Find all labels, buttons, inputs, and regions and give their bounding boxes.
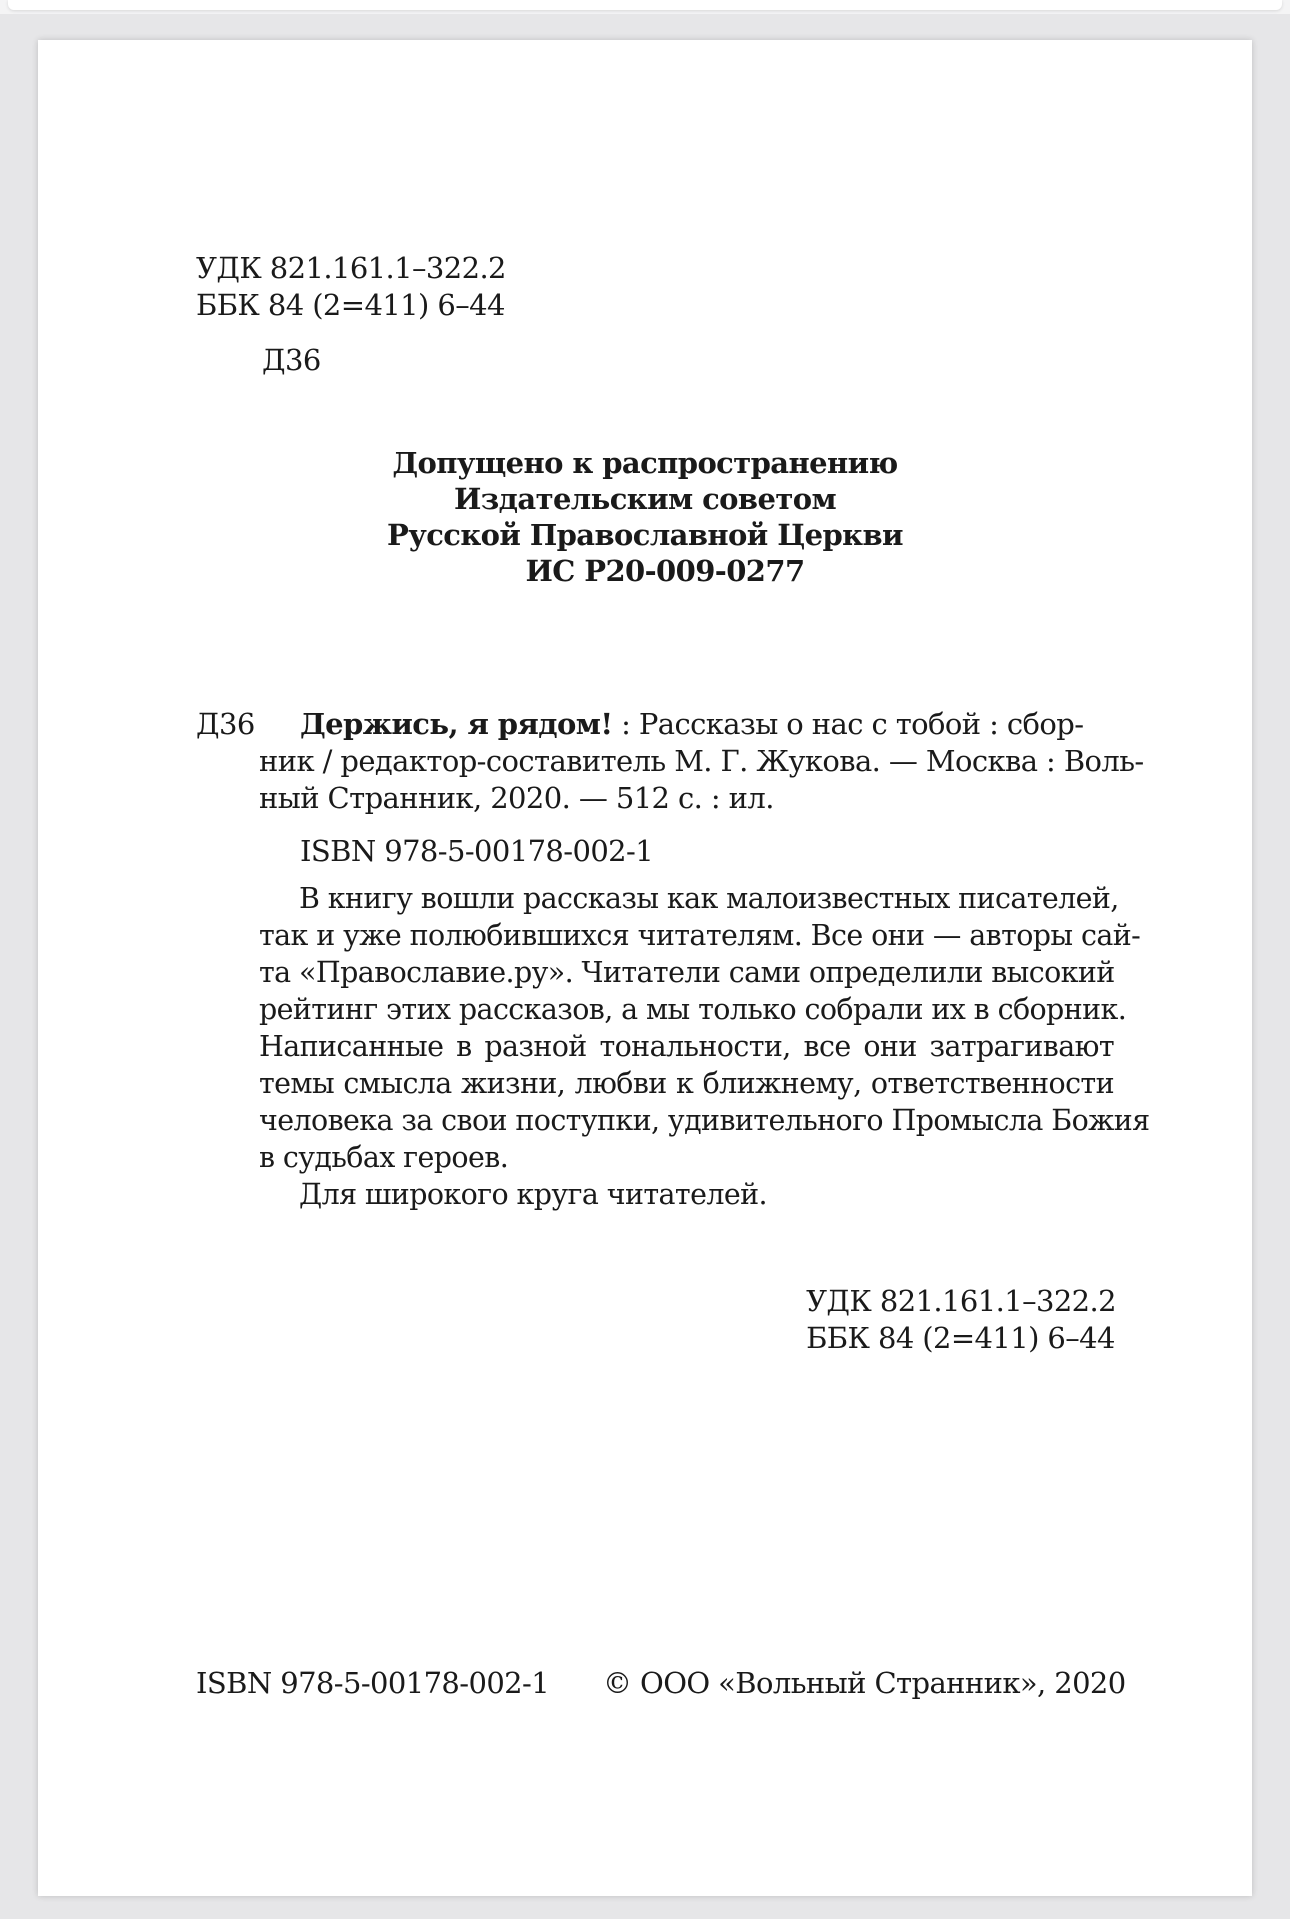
bbk-code-right: ББК 84 (2=411) 6–44 — [806, 1321, 1115, 1355]
annotation-line: Написанные в разной тональности, все они затрагивают — [259, 1030, 1114, 1063]
udk-code: УДК 821.161.1–322.2 — [196, 251, 506, 285]
previous-page-sheet — [8, 0, 1282, 10]
book-subtitle: : Рассказы о нас с тобой : сбор- — [612, 707, 1084, 741]
annotation-line: человека за свои поступки, удивительного Промысла Божия — [259, 1104, 1150, 1137]
author-mark: Д36 — [262, 343, 321, 377]
annotation-line: в судьбах героев. — [259, 1141, 509, 1174]
approval-line-2: Издательским советом — [453, 482, 837, 516]
annotation-line: та «Православие.ру». Читатели сами определили высокий — [259, 956, 1115, 989]
entry-mark: Д36 — [196, 707, 255, 741]
approval-line-1: Допущено к распространению — [392, 446, 898, 480]
entry-line-2: ник / редактор-составитель М. Г. Жукова. — Москва : Воль- — [259, 744, 1144, 778]
book-page — [38, 40, 1252, 1896]
entry-line-3: ный Странник, 2020. — 512 с. : ил. — [259, 781, 774, 815]
annotation-line: так и уже полюбившихся читателям. Все они — авторы сай- — [259, 919, 1141, 952]
previous-page-edge — [0, 0, 1290, 14]
book-title: Держись, я рядом! — [300, 707, 613, 741]
udk-code-right: УДК 821.161.1–322.2 — [806, 1284, 1116, 1318]
annotation-line: В книгу вошли рассказы как малоизвестных писателей, — [299, 882, 1119, 915]
entry-line-1 — [300, 706, 1083, 743]
audience-note: Для широкого круга читателей. — [299, 1178, 767, 1211]
classification-right — [806, 1283, 1116, 1357]
copyright: © ООО «Вольный Странник», 2020 — [603, 1666, 1126, 1700]
footer-isbn: ISBN 978-5-00178-002-1 — [196, 1666, 550, 1700]
annotation-line: темы смысла жизни, любви к ближнему, ответственности — [259, 1067, 1114, 1100]
bbk-code: ББК 84 (2=411) 6–44 — [196, 288, 505, 322]
entry-isbn: ISBN 978-5-00178-002-1 — [300, 834, 654, 868]
approval-block — [38, 445, 1252, 589]
annotation — [259, 880, 1150, 1213]
annotation-line: рейтинг этих рассказов, а мы только собрали их в сборник. — [259, 993, 1127, 1026]
approval-line-3: Русской Православной Церкви — [387, 518, 903, 552]
approval-code: ИС Р20-009-0277 — [525, 554, 805, 588]
